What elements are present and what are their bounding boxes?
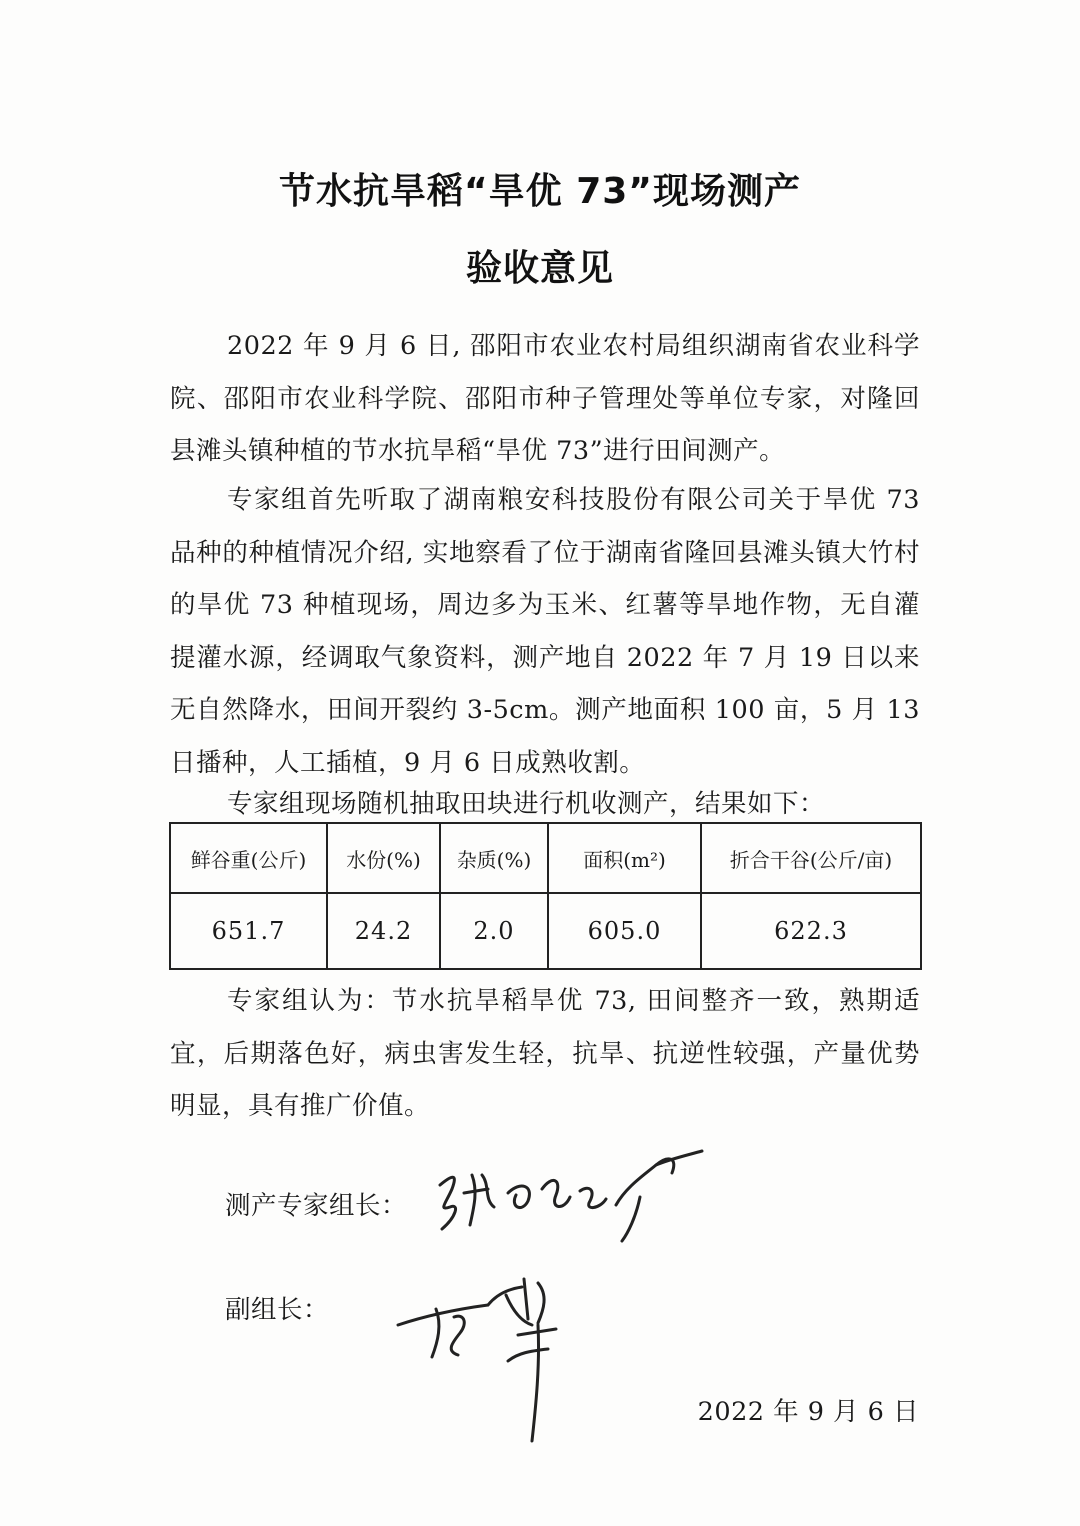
header-fresh-weight: 鲜谷重(公斤) [170,823,327,893]
cell-moisture: 24.2 [327,893,440,969]
header-moisture: 水份(%) [327,823,440,893]
leader-signature-label: 测产专家组长： [225,1191,408,1221]
yield-result-table [169,822,922,970]
header-impurity: 杂质(%) [440,823,548,893]
cell-dry-yield: 622.3 [701,893,921,969]
cell-impurity: 2.0 [440,893,548,969]
deputy-signature-label: 副组长： [225,1295,330,1325]
paragraph-results-intro: 专家组现场随机抽取田块进行机收测产，结果如下： [227,789,826,819]
document-date: 2022 年 9 月 6 日 [697,1397,919,1427]
cell-area: 605.0 [548,893,701,969]
deputy-signature [388,1265,588,1445]
table-row [170,893,921,969]
document-subtitle: 验收意见 [465,248,614,289]
document-title: 节水抗旱稻“旱优 73”现场测产 [279,171,801,212]
paragraph-conclusion: 专家组认为：节水抗旱稻旱优 73, 田间整齐一致，熟期适宜，后期落色好，病虫害发生轻，抗旱、抗逆性较强，产量优势明显，具有推广价值。 [170,986,920,1121]
leader-signature [430,1145,710,1245]
header-area: 面积(m²) [548,823,701,893]
paragraph-intro: 2022 年 9 月 6 日, 邵阳市农业农村局组织湖南省农业科学院、邵阳市农业科学院、邵阳市种子管理处等单位专家，对隆回县滩头镇种植的节水抗旱稻“旱优 73”进行田间测产。 [170,331,920,466]
paragraph-site-inspection: 专家组首先听取了湖南粮安科技股份有限公司关于旱优 73 品种的种植情况介绍, 实地察看了位于湖南省隆回县滩头镇大竹村的旱优 73 种植现场，周边多为玉米、红薯等旱地作物，无自灌提灌水源，经调取气象资料，测产地自 2022 年 7 月 19 日以来无自然降水，田间开裂约 3-5cm。测产地面积 100 亩，5 月 13 日播种，人工插植，9 月 6 日成熟收割。 [170,485,920,778]
cell-fresh-weight: 651.7 [170,893,327,969]
table-header-row [170,823,921,893]
header-dry-yield: 折合干谷(公斤/亩) [701,823,921,893]
